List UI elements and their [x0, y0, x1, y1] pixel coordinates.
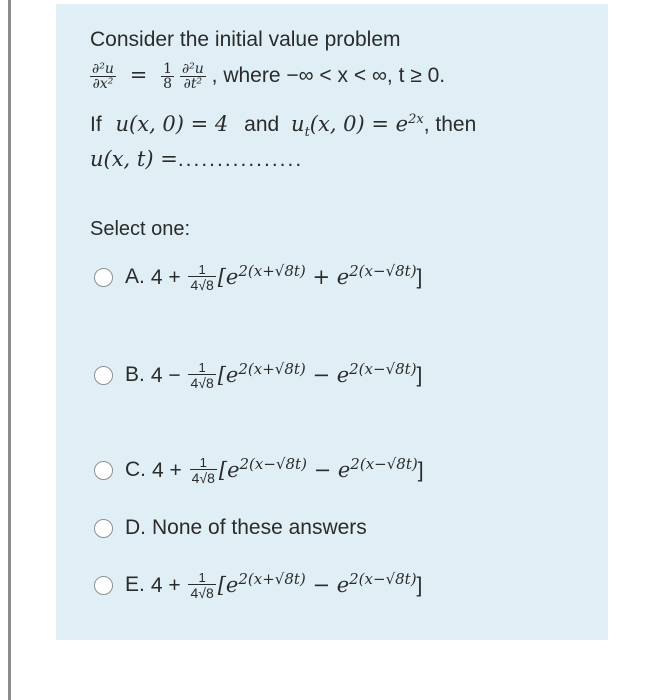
radio-button[interactable]: [94, 461, 113, 480]
option-a[interactable]: A. 4 + $\frac{1}{4√8}$ $[e^{2(x+√8t)} + e^{2(x-√8t)}]$: [94, 262, 422, 292]
option-d[interactable]: D. None of these answers: [94, 516, 367, 540]
radio-button[interactable]: [94, 366, 113, 385]
option-c[interactable]: C. 4 + $\frac{1}{4√8}$ $[e^{2(x-√8t)} - e^{2(x-√8t)}]$: [94, 455, 424, 485]
initial-conditions: If u(x, 0) = 4 and $u_t(x$, $0) = e^{2x}$, then: [90, 112, 477, 141]
lhs-fraction: $\frac{\text{∂²u}}{\text{∂x²}}$: [92, 61, 114, 92]
option-e[interactable]: E. 4 + $\frac{1}{4√8}$ $[e^{2(x+√8t)} - e^{2(x-√8t)}]$: [94, 570, 422, 600]
rhs-fraction: $\frac{\text{∂²u}}{\text{∂t²}}$: [181, 61, 204, 92]
option-b[interactable]: B. 4 − $\frac{1}{4√8}$ $[e^{2(x+√8t)} - e^{2(x-√8t)}]$: [94, 360, 422, 390]
pde-line: $\frac{\text{∂²u}}{\text{∂x²}}$ = $\frac{1}{8}$ $\frac{\text{∂²u}}{\text{∂t²}}$ , where −∞ < x < ∞, t ≥ 0.: [92, 61, 446, 92]
option-a-expression: 4 + $\frac{1}{4√8}$ $[e^{2(x+√8t)} + e^{2(x-√8t)}]$: [150, 262, 423, 293]
question-card: [56, 4, 608, 640]
option-d-text: None of these answers: [152, 516, 367, 539]
radio-button[interactable]: [94, 576, 113, 595]
option-b-expression: 4 − $\frac{1}{4√8}$ $[e^{2(x+√8t)} - e^{2(x-√8t)}]$: [150, 360, 423, 391]
coef-fraction: $\frac{1}{8}$: [163, 61, 173, 92]
option-c-expression: 4 + $\frac{1}{4√8}$ $[e^{2(x-√8t)} - e^{2(x-√8t)}]$: [152, 455, 424, 486]
radio-button[interactable]: [94, 268, 113, 287]
select-one-label: Select one:: [90, 218, 191, 240]
answer-blank-line: u(x, t) =................: [90, 147, 304, 171]
option-e-expression: 4 + $\frac{1}{4√8}$ $[e^{2(x+√8t)} - e^{2(x-√8t)}]$: [150, 570, 423, 601]
domain-text: , where −∞ < x < ∞, t ≥ 0.: [211, 64, 446, 88]
radio-button[interactable]: [94, 519, 113, 538]
question-intro: Consider the initial value problem: [90, 28, 401, 51]
left-scroll-edge: [8, 0, 11, 700]
